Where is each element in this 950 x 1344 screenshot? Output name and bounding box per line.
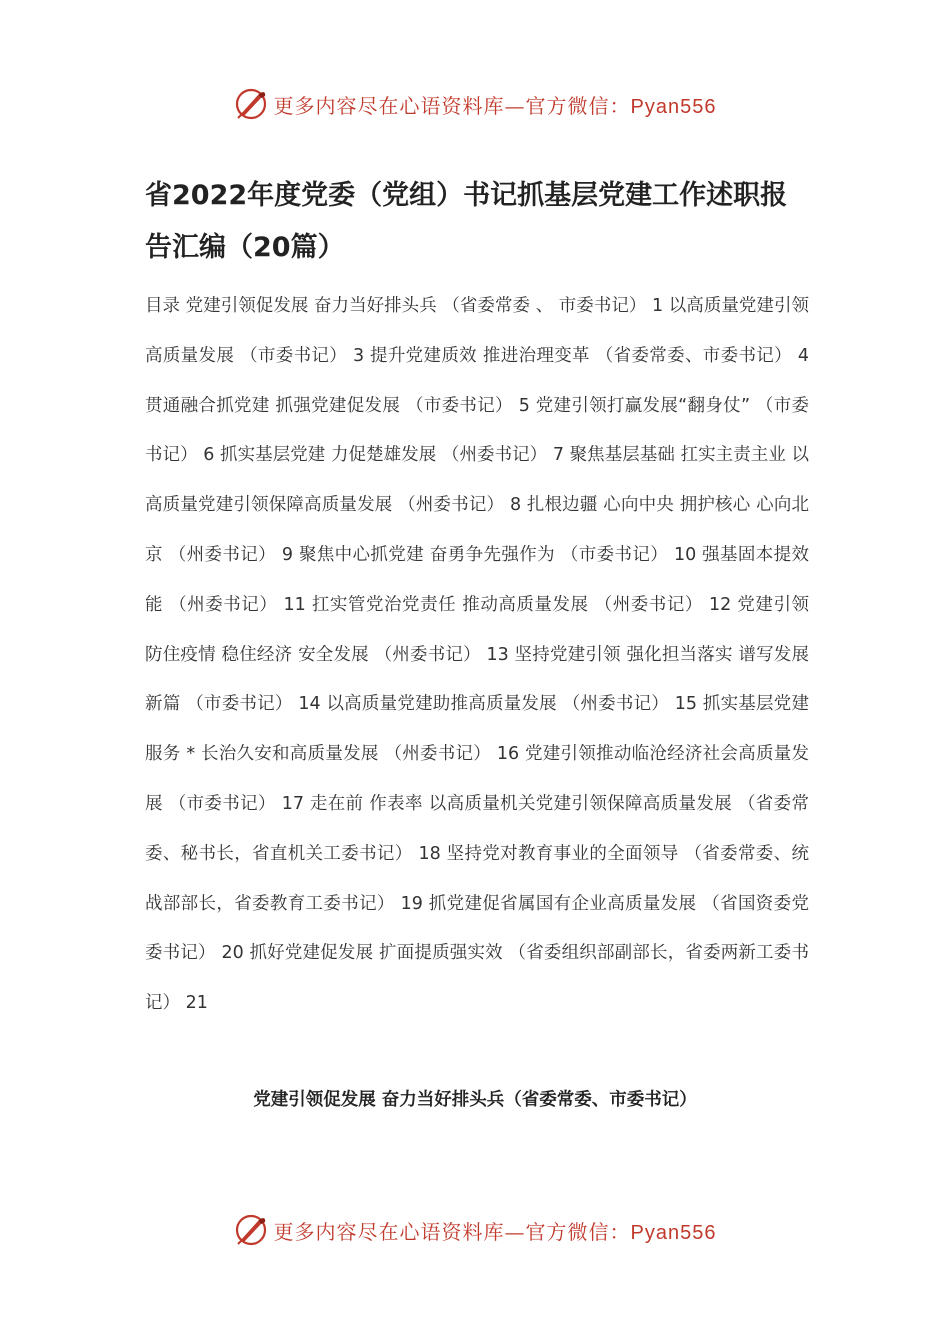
footer-banner bbox=[0, 1210, 950, 1250]
section-heading: 党建引领促发展 奋力当好排头兵（省委常委、市委书记） bbox=[253, 1090, 697, 1110]
banner-wechat-id: Pyan556 bbox=[630, 95, 717, 118]
banner-wechat-id: Pyan556 bbox=[630, 1221, 717, 1244]
table-of-contents: 目录 党建引领促发展 奋力当好排头兵 （省委常委 、 市委书记） 1 以高质量党建引领高质量发展 （市委书记） 3 提升党建质效 推进治理变革 （省委常委、市委书记） 4 贯通融合抓党建 抓强党建促发展 （市委书记） 5 党建引领打赢发展“翻身仗” （市委书记） 6 抓实基层党建 力促楚雄发展 （州委书记） 7 聚焦基层基础 扛实主责主业 以高质量党建引领保障高质量发展 （州委书记） 8 扎根边疆 心向中央 拥护核心 心向北京 （州委书记） 9 聚焦中心抓党建 奋勇争先强作为 （市委书记） 10 强基固本提效能 （州委书记） 11 扛实管党治党责任 推动高质量发展 （州委书记） 12 党建引领 防住疫情 稳住经济 安全发展 （州委书记） 13 坚持党建引领 强化担当落实 谱写发展新篇 （市委书记） 14 以高质量党建助推高质量发展 （州委书记） 15 抓实基层党建 服务 * 长治久安和高质量发展 （州委书记） 16 党建引领推动临沧经济社会高质量发展 （市委书记） 17 走在前 作表率 以高质量机关党建引领保障高质量发展 （省委常委、秘书长，省直机关工委书记） 18 坚持党对教育事业的全面领导 （省委常委、统战部部长，省委教育工委书记） 19 抓党建促省属国有企业高质量发展 （省国资委党委书记） 20 抓好党建促发展 扩面提质强实效 （省委组织部副部长，省委两新工委书记） 21 bbox=[145, 296, 809, 1014]
banner-separator: — bbox=[504, 1219, 526, 1244]
header-banner bbox=[0, 84, 950, 124]
banner-site-text: 更多内容尽在心语资料库 bbox=[273, 1219, 505, 1244]
quill-pen-logo-icon bbox=[234, 87, 268, 121]
quill-pen-logo-icon bbox=[234, 1213, 268, 1247]
document-title: 省2022年度党委（党组）书记抓基层党建工作述职报告汇编（20篇） bbox=[145, 180, 788, 263]
banner-official-label: 官方微信： bbox=[525, 93, 631, 118]
banner-site-text: 更多内容尽在心语资料库 bbox=[273, 93, 505, 118]
banner-separator: — bbox=[504, 93, 526, 118]
banner-official-label: 官方微信： bbox=[525, 1219, 631, 1244]
